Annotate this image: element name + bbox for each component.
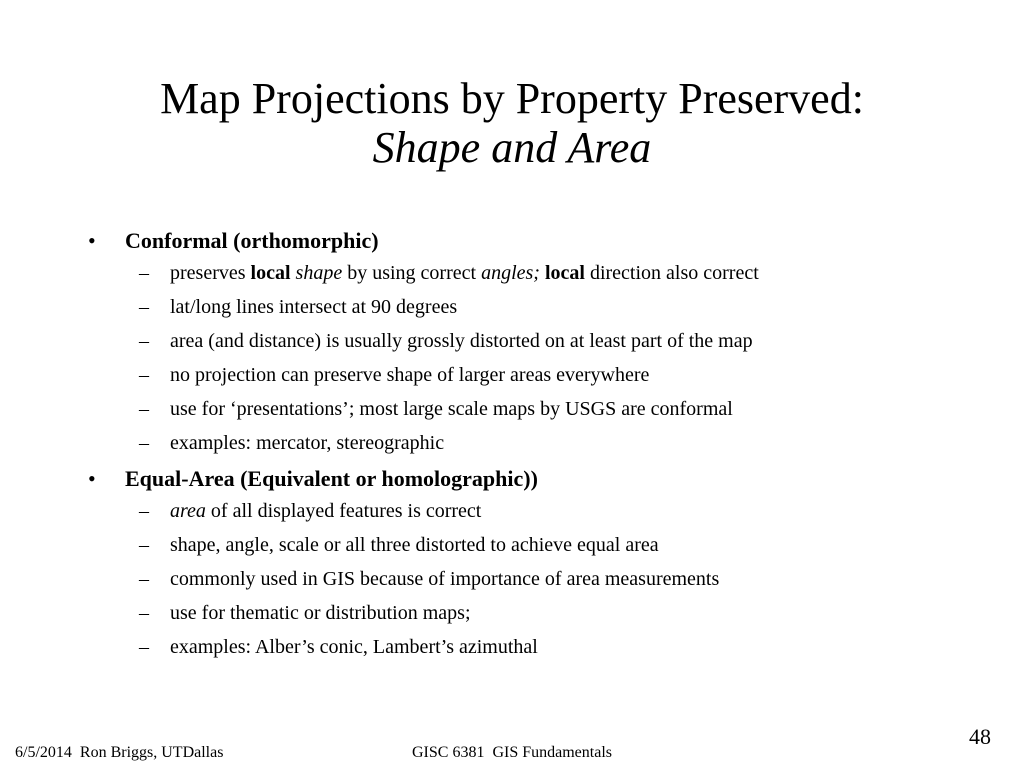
title-line-1: Map Projections by Property Preserved: <box>160 74 864 123</box>
sub-text-bold: local <box>544 262 585 284</box>
bullet-heading-rest: (orthomorphic) <box>227 228 379 253</box>
dash-glyph: – <box>139 636 149 658</box>
dash-glyph: – <box>139 262 149 284</box>
dash-glyph: – <box>139 296 149 318</box>
sub-text: direction also correct <box>584 262 759 284</box>
bullet-conformal <box>88 226 988 256</box>
sub-item <box>88 362 988 389</box>
footer-date-author: 6/5/2014 Ron Briggs, UTDallas <box>15 744 224 761</box>
sub-text: area (and distance) is usually grossly distorted on at least part of the map <box>170 330 753 352</box>
sub-item <box>88 260 988 287</box>
bullet-equal-area <box>88 464 988 494</box>
slide-content <box>88 226 988 668</box>
sub-text: preserves <box>170 262 251 284</box>
sub-text: commonly used in GIS because of importance of area measurements <box>170 568 720 590</box>
bullet-heading-rest: )) <box>523 466 538 491</box>
sub-text: of all displayed features is correct <box>205 500 482 522</box>
slide-title <box>0 74 1024 173</box>
sub-item <box>88 634 988 661</box>
bullet-heading-bold: Equal-Area (Equivalent or homolographic <box>125 466 524 491</box>
sub-text: use for ‘presentations’; most large scale maps by USGS are conformal <box>170 398 733 420</box>
sub-text-italic: shape <box>295 262 343 284</box>
bullet-heading-bold: Conformal <box>125 228 228 253</box>
bullet-glyph: • <box>88 228 96 253</box>
sub-item <box>88 430 988 457</box>
sub-item <box>88 600 988 627</box>
sub-item <box>88 328 988 355</box>
sub-item <box>88 396 988 423</box>
dash-glyph: – <box>139 602 149 624</box>
dash-glyph: – <box>139 500 149 522</box>
bullet-glyph: • <box>88 466 96 491</box>
title-line-2: Shape and Area <box>372 123 652 173</box>
sub-text: use for thematic or distribution maps; <box>170 602 471 624</box>
sub-text: examples: mercator, stereographic <box>170 432 445 454</box>
sub-item <box>88 566 988 593</box>
dash-glyph: – <box>139 432 149 454</box>
sub-text: lat/long lines intersect at 90 degrees <box>170 296 458 318</box>
dash-glyph: – <box>139 534 149 556</box>
sub-text-italic: area <box>170 500 206 522</box>
sub-item <box>88 498 988 525</box>
sub-text-italic: angles; <box>481 262 540 284</box>
sub-text: examples: Alber’s conic, Lambert’s azimuthal <box>170 636 538 658</box>
sub-text: no projection can preserve shape of larger areas everywhere <box>170 364 650 386</box>
sub-text: by using correct <box>342 262 482 284</box>
sub-item <box>88 532 988 559</box>
sub-text-bold: local <box>250 262 291 284</box>
dash-glyph: – <box>139 568 149 590</box>
sub-item <box>88 294 988 321</box>
dash-glyph: – <box>139 398 149 420</box>
dash-glyph: – <box>139 364 149 386</box>
sub-text: shape, angle, scale or all three distorted to achieve equal area <box>170 534 659 556</box>
dash-glyph: – <box>139 330 149 352</box>
footer-course: GISC 6381 GIS Fundamentals <box>412 744 612 761</box>
page-number: 48 <box>969 724 991 749</box>
